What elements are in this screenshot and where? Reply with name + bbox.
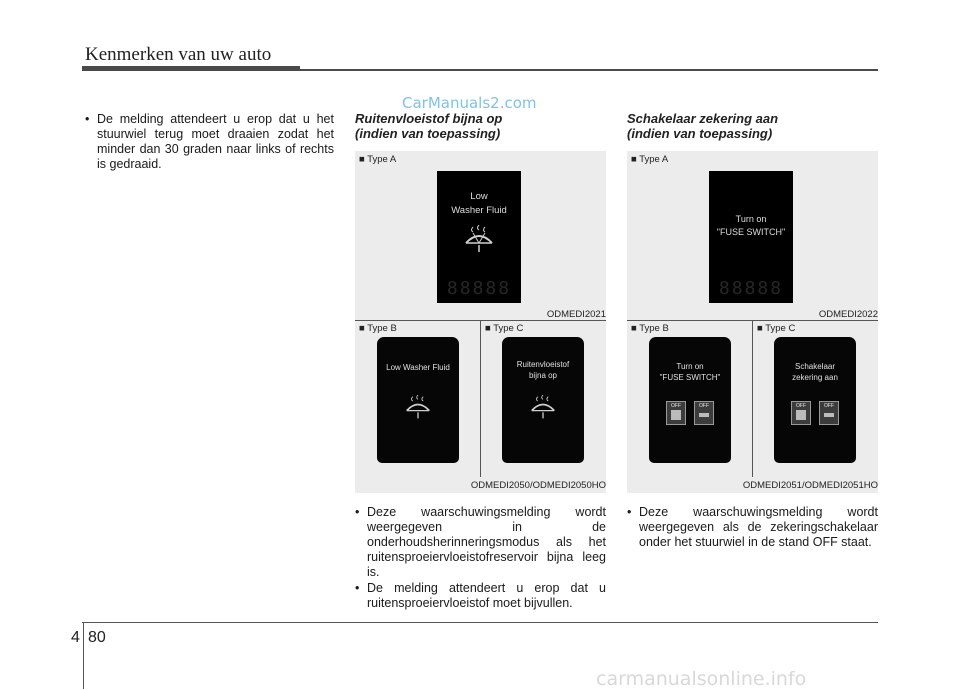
page-number: 80 [88,629,106,646]
washer-section-title [355,111,502,141]
washer-bullet-list [355,505,606,612]
fuse-bc-divider [752,321,753,477]
list-item: • Deze waarschuwingsmelding wordt weergegeven als de zekeringschakelaar onder het stuurwiel in de stand OFF staat. [627,505,878,550]
fuse-switch-icon [694,401,714,425]
fuse-screen-b-line1: Turn on [676,362,704,371]
fuse-screen-a-faint-digits: 88888 [718,278,784,299]
washer-type-c-screen [502,337,584,463]
watermark-bottom: carmanualsonline.info [596,668,807,690]
footer-rule [82,622,878,623]
fuse-bullet-list [627,505,878,551]
fuse-type-a-code: ODMEDI2022 [818,309,878,320]
fuse-type-a-screen [709,171,793,303]
washer-screen-a-faint-digits: 88888 [446,278,512,299]
switch-knob [824,413,834,417]
footer-vertical-rule [83,622,84,689]
switch-off-label: OFF [824,403,834,409]
fuse-title-line1: Schakelaar zekering aan [627,111,779,126]
washer-fluid-icon [463,225,495,255]
fuse-switch-icon [819,401,839,425]
washer-title-line2: (indien van toepassing) [355,126,501,141]
switch-off-label: OFF [796,403,806,409]
washer-bc-divider [480,321,481,477]
fuse-switch-icon [791,401,811,425]
fuse-bc-code: ODMEDI2051/ODMEDI2051HO [742,480,878,491]
fuse-screen-a-line1: Turn on [735,214,767,224]
left-bullet-list [85,112,334,173]
switch-off-label: OFF [699,403,709,409]
watermark-top: CarManuals2.com [402,94,537,112]
washer-fluid-icon [529,395,557,421]
header-rule-thick [82,66,300,71]
fuse-type-b-screen [649,337,731,463]
switch-knob [671,410,681,420]
switch-knob [699,413,709,417]
washer-bc-code: ODMEDI2050/ODMEDI2050HO [470,480,606,491]
list-item: • Deze waarschuwingsmelding wordt weergegeven in de onderhoudsherinneringsmodus als het ruitensproeiervloeistofreservoir bijna leeg is. [355,505,606,580]
fuse-screen-c-line2: zekering aan [792,373,838,382]
fuse-figure-panel [627,151,878,493]
fuse-title-line2: (indien van toepassing) [627,126,773,141]
washer-screen-a-line1: Low [470,191,488,202]
washer-screen-c-line1: Ruitenvloeistof [516,360,570,369]
fuse-screen-c-line1: Schakelaar [794,362,836,371]
page-chapter: 4 [71,629,80,646]
fuse-type-a-label: ■ Type A [631,154,669,165]
washer-title-line1: Ruitenvloeistof bijna op [355,111,503,126]
washer-figure-panel [355,151,606,493]
list-item: • De melding attendeert u erop dat u ruitensproeiervloeistof moet bijvullen. [355,581,606,611]
fuse-section-title [627,111,778,141]
page-header-title: Kenmerken van uw auto [85,44,272,65]
washer-type-c-label: ■ Type C [485,323,524,334]
washer-screen-b-text: Low Washer Fluid [386,363,450,372]
washer-type-a-screen [437,171,521,303]
washer-type-b-label: ■ Type B [359,323,397,334]
list-item: • De melding attendeert u erop dat u het stuurwiel terug moet draaien zodat het minder dan 30 graden naar links of rechts is gedraaid. [85,112,334,172]
header-rule-thin [300,69,878,71]
fuse-type-b-label: ■ Type B [631,323,669,334]
washer-type-b-screen [377,337,459,463]
fuse-screen-a-line2: "FUSE SWITCH" [716,227,786,237]
fuse-screen-b-line2: "FUSE SWITCH" [659,373,721,382]
washer-type-a-label: ■ Type A [359,154,397,165]
fuse-type-c-label: ■ Type C [757,323,796,334]
washer-fluid-icon [404,395,432,421]
fuse-switch-icon [666,401,686,425]
washer-screen-a-line2: Washer Fluid [451,205,507,216]
switch-knob [796,410,806,420]
switch-off-label: OFF [671,403,681,409]
washer-type-a-code: ODMEDI2021 [546,309,606,320]
washer-screen-c-line2: bijna op [528,371,558,380]
fuse-type-c-screen [774,337,856,463]
